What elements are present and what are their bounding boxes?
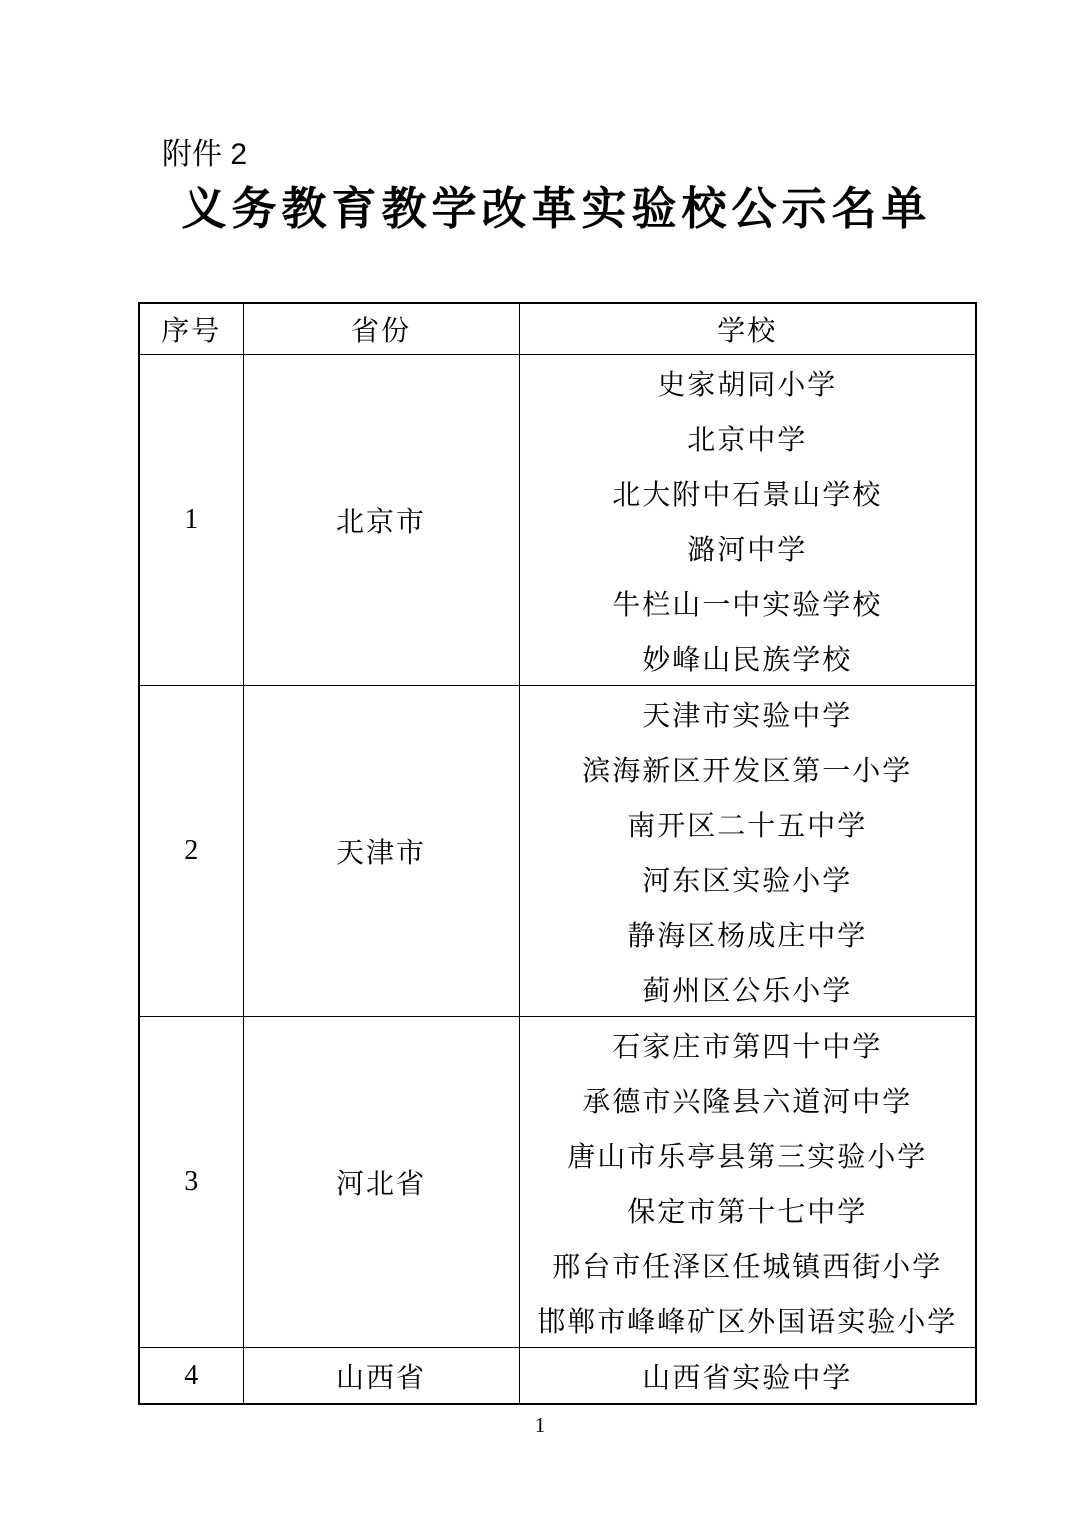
school-item: 唐山市乐亭县第三实验小学 — [567, 1141, 928, 1173]
school-item: 天津市实验中学 — [642, 700, 853, 732]
row-index: 1 — [139, 355, 243, 686]
school-item: 潞河中学 — [687, 534, 808, 566]
table-row — [139, 1017, 976, 1348]
schools-cell — [519, 1017, 976, 1348]
page-title: 义务教育教学改革实验校公示名单 — [181, 184, 932, 234]
school-item: 石家庄市第四十中学 — [612, 1031, 883, 1063]
school-item: 蓟州区公乐小学 — [642, 975, 853, 1007]
row-index: 4 — [139, 1348, 243, 1405]
schools-cell — [519, 686, 976, 1017]
column-header-province: 省份 — [243, 303, 519, 355]
school-item: 邢台市任泽区任城镇西街小学 — [552, 1251, 943, 1283]
table-row — [139, 355, 976, 686]
school-item: 牛栏山一中实验学校 — [612, 589, 883, 621]
schools-table — [138, 302, 977, 1405]
table-header-row — [139, 303, 976, 355]
school-item: 北京中学 — [687, 424, 808, 456]
row-index: 2 — [139, 686, 243, 1017]
school-item: 北大附中石景山学校 — [612, 479, 883, 511]
schools-cell — [519, 1348, 976, 1405]
province-cell: 北京市 — [243, 355, 519, 686]
province-cell: 天津市 — [243, 686, 519, 1017]
school-item: 保定市第十七中学 — [627, 1196, 868, 1228]
table-row — [139, 1348, 976, 1405]
school-item: 静海区杨成庄中学 — [627, 920, 868, 952]
column-header-school: 学校 — [519, 303, 976, 355]
schools-cell — [519, 355, 976, 686]
school-item: 南开区二十五中学 — [627, 810, 868, 842]
row-index: 3 — [139, 1017, 243, 1348]
table-body — [139, 355, 976, 1405]
province-cell: 河北省 — [243, 1017, 519, 1348]
province-cell: 山西省 — [243, 1348, 519, 1405]
school-item: 妙峰山民族学校 — [642, 644, 853, 676]
school-item: 承德市兴隆县六道河中学 — [582, 1086, 913, 1118]
school-item: 滨海新区开发区第一小学 — [582, 755, 913, 787]
school-item: 河东区实验小学 — [642, 865, 853, 897]
school-item: 史家胡同小学 — [657, 369, 838, 401]
page-number: 1 — [534, 1413, 546, 1437]
attachment-label: 附件 2 — [162, 138, 248, 171]
school-item: 山西省实验中学 — [642, 1362, 853, 1394]
column-header-index: 序号 — [139, 303, 243, 355]
table-row — [139, 686, 976, 1017]
school-item: 邯郸市峰峰矿区外国语实验小学 — [537, 1306, 958, 1338]
